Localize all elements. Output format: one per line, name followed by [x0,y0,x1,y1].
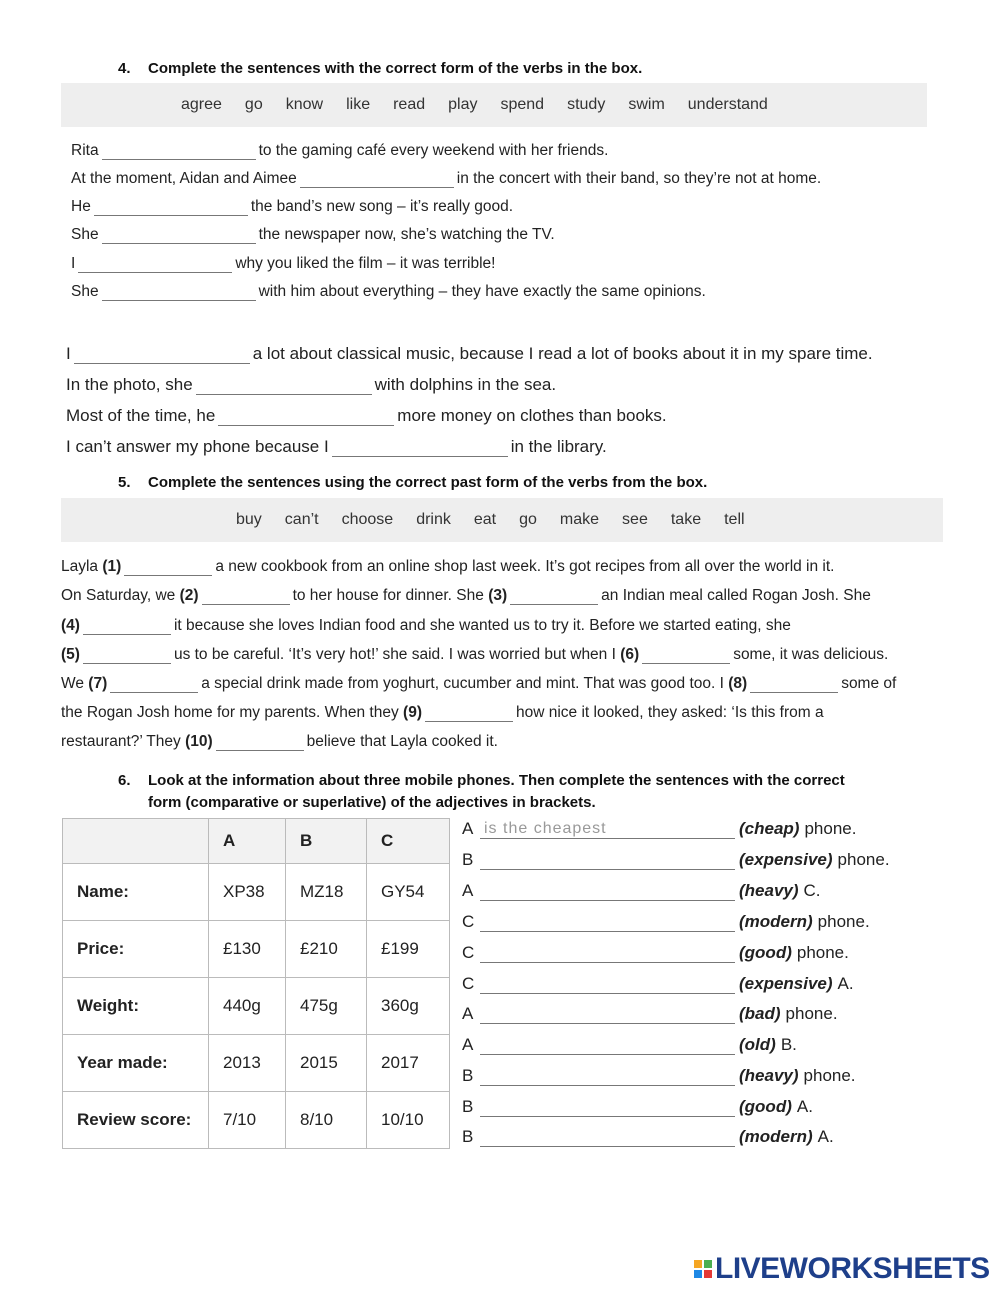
word-box-item: agree [181,96,222,113]
row-label: Year made: [63,1035,209,1092]
word-box [61,83,927,127]
logo-text: LIVEWORKSHEETS [715,1252,990,1285]
row-label: Review score: [63,1092,209,1149]
comparison-sentence: A (heavy) C. [462,881,821,900]
word-box-item: drink [416,511,451,528]
exercise-5-heading [118,474,707,491]
table-cell: 8/10 [286,1092,367,1149]
exercise-4-heading [118,60,642,77]
word-box-item: eat [473,511,497,528]
table-cell: £210 [286,921,367,978]
sentence: Rita to the gaming café every weekend with her friends. [71,142,609,159]
table-cell: GY54 [367,864,450,921]
answer-blank[interactable] [425,703,513,722]
word-box-item: see [622,511,648,528]
sentence: In the photo, she with dolphins in the sea. [66,375,557,394]
table-header-cell [63,819,209,864]
answer-blank[interactable] [480,975,735,994]
row-label: Weight: [63,978,209,1035]
word-box-item: know [285,96,324,113]
comparison-sentence: C (modern) phone. [462,912,870,931]
paragraph-line: On Saturday, we (2) to her house for dinner. She (3) an Indian meal called Rogan Josh. She [61,587,871,604]
table-cell: 10/10 [367,1092,450,1149]
exercise-instruction: Look at the information about three mobile phones. Then complete the sentences with the correct [148,772,845,789]
answer-blank[interactable] [480,851,735,870]
answer-blank[interactable] [196,376,372,395]
word-box-item: go [244,96,263,113]
answer-blank[interactable] [480,913,735,932]
table-header-row [63,819,450,864]
comparison-sentence: C (expensive) A. [462,974,854,993]
exercise-number: 5. [118,474,131,491]
answer-blank[interactable] [480,820,735,839]
sentence: She the newspaper now, she’s watching the TV. [71,226,555,243]
comparison-sentence: B (expensive) phone. [462,850,890,869]
word-box-item: choose [341,511,394,528]
answer-blank[interactable] [94,197,248,216]
sentence: I can’t answer my phone because I in the library. [66,437,607,456]
table-cell: 2015 [286,1035,367,1092]
answer-blank[interactable] [480,1067,735,1086]
word-box-item: play [448,96,478,113]
table-cell: 475g [286,978,367,1035]
table-cell: 7/10 [209,1092,286,1149]
answer-blank[interactable] [480,944,735,963]
answer-blank[interactable] [216,732,304,751]
sentence: He the band’s new song – it’s really good. [71,198,514,215]
answer-blank[interactable] [750,674,838,693]
paragraph-line: We (7) a special drink made from yoghurt, cucumber and mint. That was good too. I (8) some of [61,675,897,692]
logo-icon [694,1260,712,1278]
word-box-item: understand [687,96,768,113]
answer-blank[interactable] [332,438,508,457]
comparison-sentence: A (old) B. [462,1035,797,1054]
phone-info-table [62,818,450,1149]
table-cell: XP38 [209,864,286,921]
sentence: Most of the time, he more money on clothes than books. [66,406,667,425]
comparison-sentence: A is the cheapest (cheap) phone. [462,819,856,839]
table-row [63,864,450,921]
word-box-item: make [559,511,600,528]
table-cell: 2017 [367,1035,450,1092]
answer-blank[interactable] [480,1005,735,1024]
table-row [63,1035,450,1092]
exercise-instruction: form (comparative or superlative) of the adjectives in brackets. [148,794,596,811]
comparison-sentence: B (heavy) phone. [462,1066,856,1085]
table-cell: MZ18 [286,864,367,921]
answer-blank[interactable] [83,616,171,635]
sentence: At the moment, Aidan and Aimee in the concert with their band, so they’re not at home. [71,170,822,187]
table-row [63,978,450,1035]
word-box-item: take [670,511,702,528]
table-header-cell: A [209,819,286,864]
exercise-6-heading [118,770,845,814]
word-box-item: spend [500,96,545,113]
table-row [63,1092,450,1149]
word-box-item: like [346,96,371,113]
answer-blank[interactable] [102,282,256,301]
answer-blank[interactable] [480,1128,735,1147]
answer-blank[interactable] [102,225,256,244]
table-cell: 2013 [209,1035,286,1092]
word-box-item: buy [236,511,262,528]
exercise-number: 4. [118,60,131,77]
table-cell: £199 [367,921,450,978]
table-cell: £130 [209,921,286,978]
paragraph-line: the Rogan Josh home for my parents. When they (9) how nice it looked, they asked: ‘Is this from a [61,704,824,721]
word-box-item: study [567,96,606,113]
sentence: I a lot about classical music, because I read a lot of books about it in my spare time. [66,344,873,363]
liveworksheets-logo [694,1252,990,1286]
comparison-sentence: A (bad) phone. [462,1004,838,1023]
row-label: Price: [63,921,209,978]
word-box [61,498,943,542]
exercise-instruction: Complete the sentences using the correct past form of the verbs from the box. [148,474,708,491]
paragraph-line: (4) it because she loves Indian food and she wanted us to try it. Before we started eating, she [61,617,791,634]
answer-blank[interactable] [83,645,171,664]
table-header-cell: B [286,819,367,864]
answer-blank[interactable] [102,141,256,160]
answer-blank[interactable] [480,1098,735,1117]
answer-blank[interactable] [124,557,212,576]
paragraph-line: Layla (1) a new cookbook from an online shop last week. It’s got recipes from all over the world in it. [61,558,835,575]
comparison-sentence: B (good) A. [462,1097,813,1116]
word-box-item: read [393,96,426,113]
table-header-cell: C [367,819,450,864]
exercise-instruction: Complete the sentences with the correct form of the verbs in the box. [148,60,643,77]
sentence: I why you liked the film – it was terrible! [71,255,496,272]
sentence: She with him about everything – they have exactly the same opinions. [71,283,706,300]
table-cell: 440g [209,978,286,1035]
row-label: Name: [63,864,209,921]
word-box-item: swim [628,96,665,113]
answer-blank[interactable] [78,254,232,273]
paragraph-line: restaurant?’ They (10) believe that Layla cooked it. [61,733,498,750]
answer-blank[interactable] [510,586,598,605]
comparison-sentence: C (good) phone. [462,943,849,962]
word-box-item: tell [724,511,745,528]
answer-blank[interactable] [480,1036,735,1055]
word-box-item: go [519,511,537,528]
answer-blank[interactable] [480,882,735,901]
answer-blank[interactable] [300,169,454,188]
answer-blank[interactable] [74,345,250,364]
answer-blank[interactable] [110,674,198,693]
paragraph-line: (5) us to be careful. ‘It’s very hot!’ she said. I was worried but when I (6) some, it was delicious. [61,646,889,663]
answer-blank[interactable] [642,645,730,664]
answer-blank[interactable] [218,407,394,426]
exercise-number: 6. [118,772,131,789]
table-row [63,921,450,978]
answer-blank[interactable] [202,586,290,605]
comparison-sentence: B (modern) A. [462,1127,834,1146]
table-cell: 360g [367,978,450,1035]
word-box-item: can’t [284,511,319,528]
